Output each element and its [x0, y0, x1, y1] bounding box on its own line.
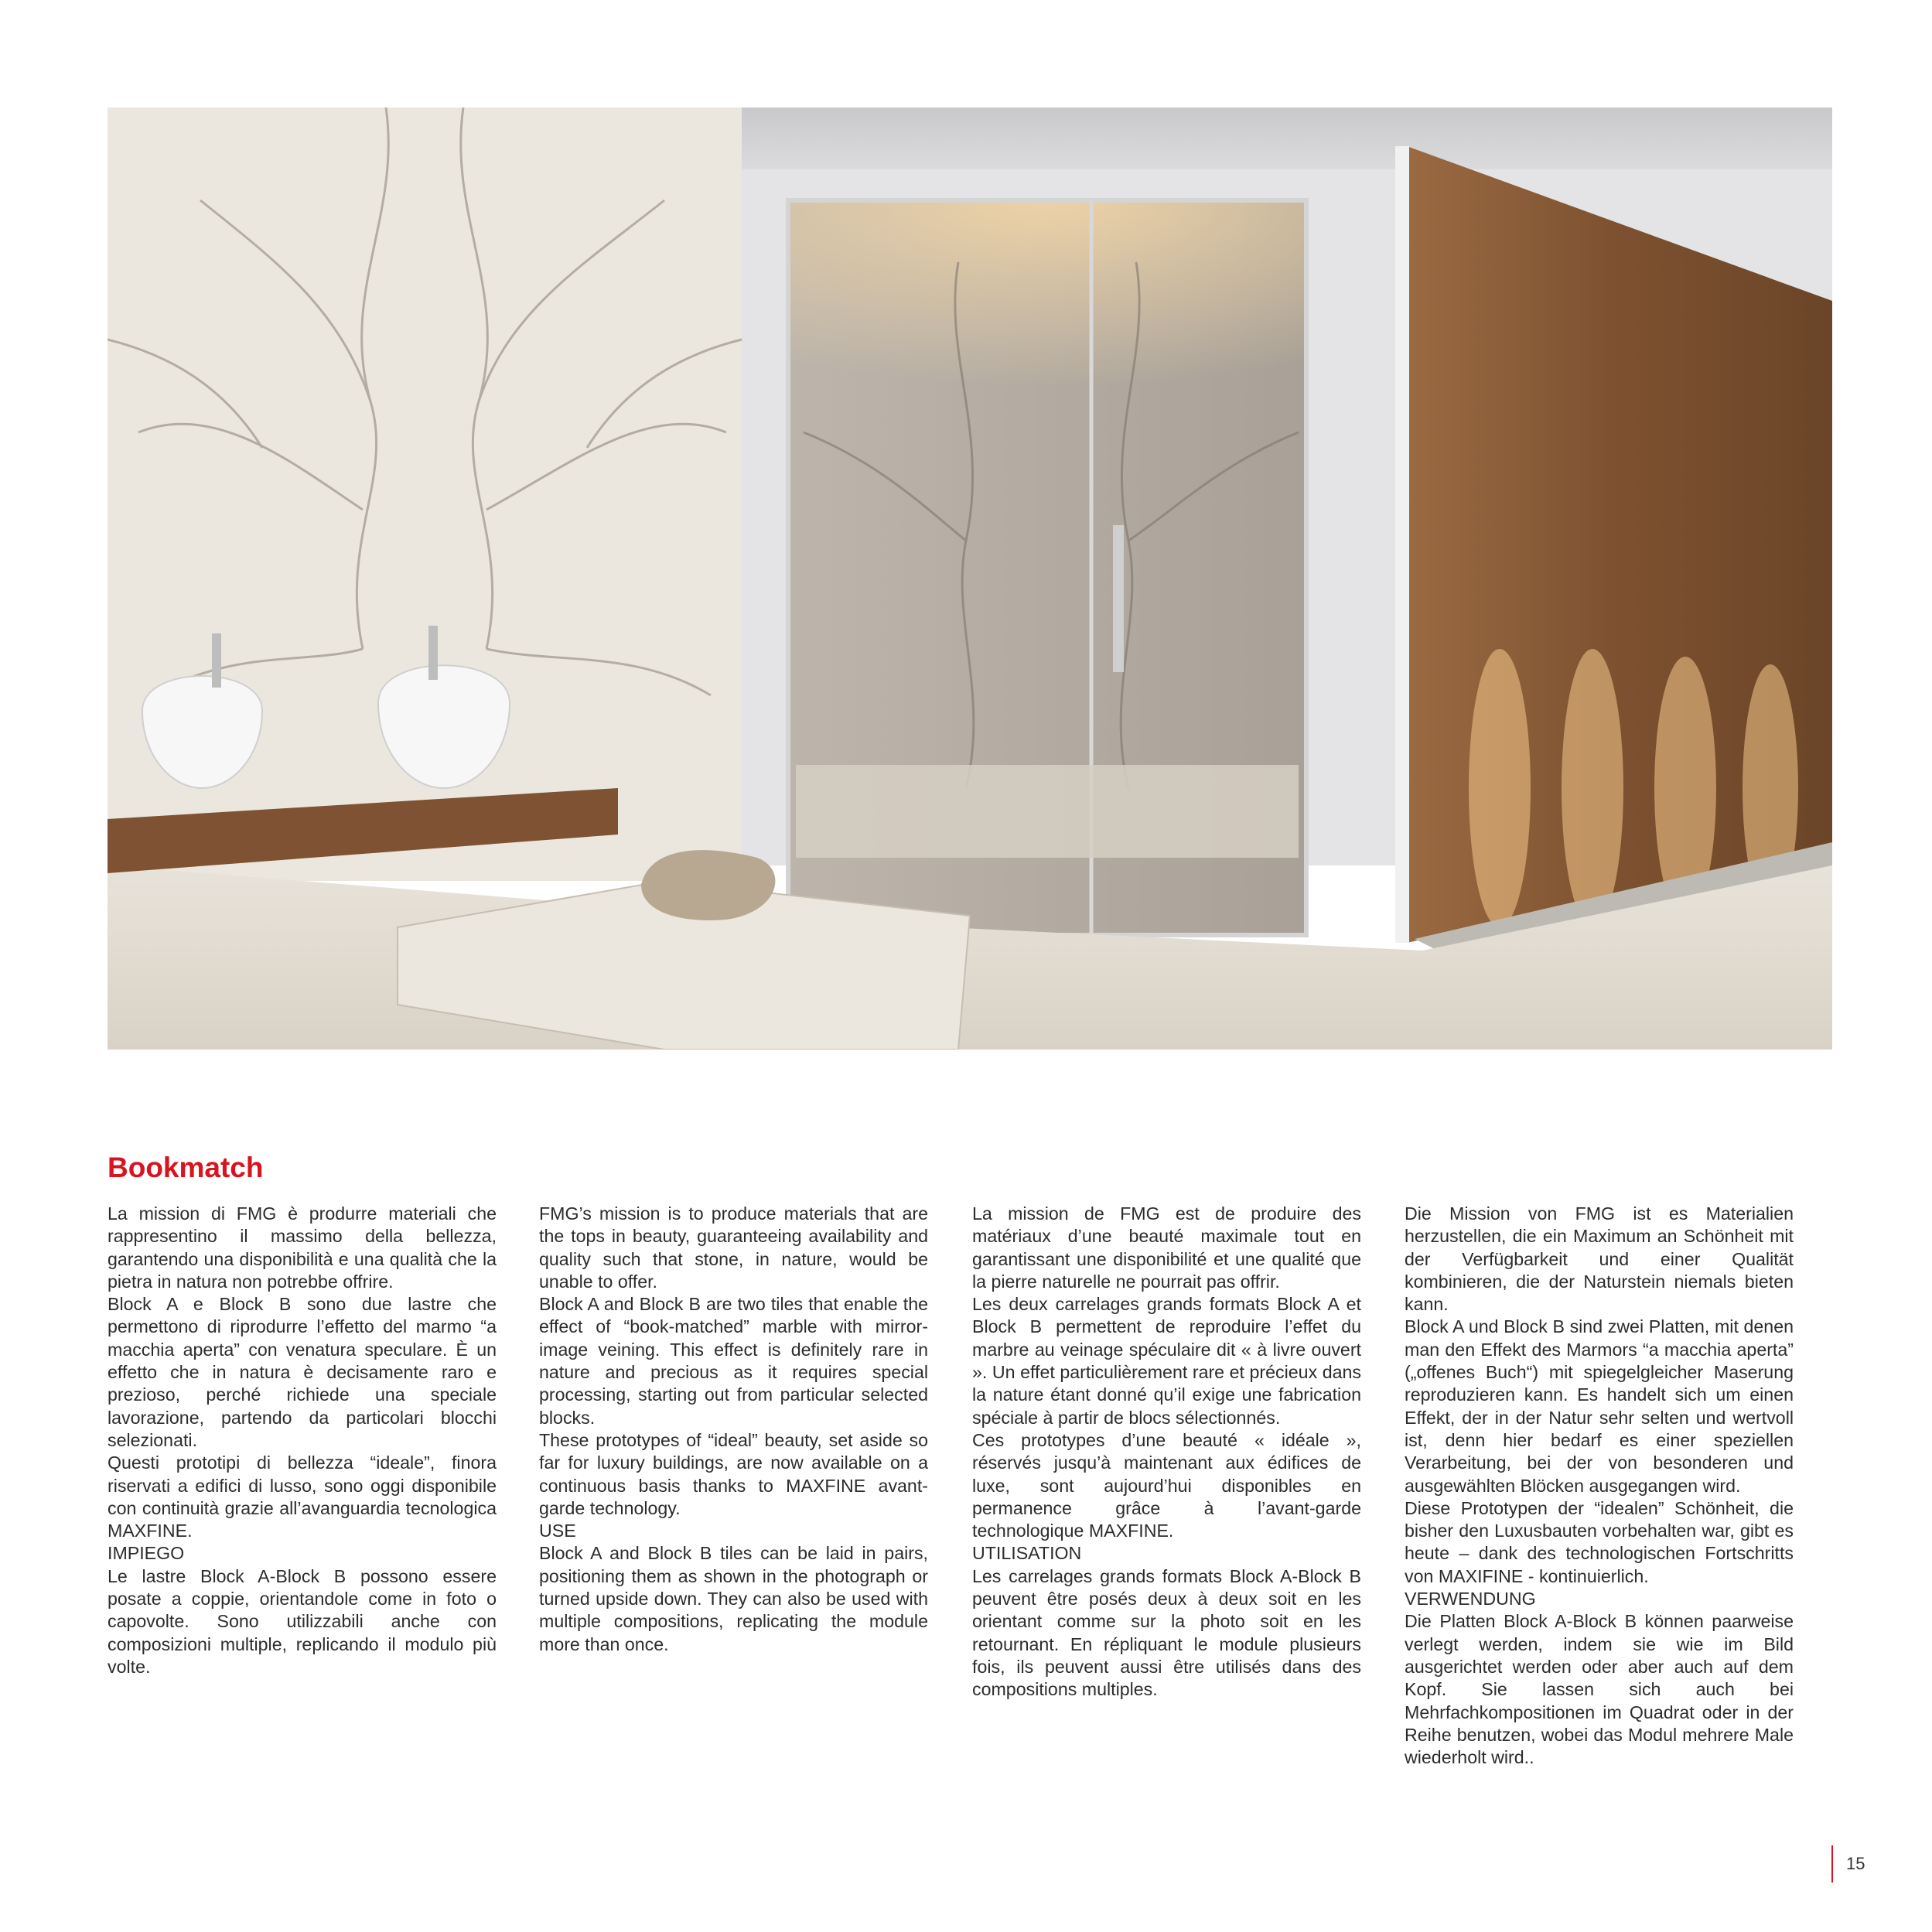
shower-bench — [796, 765, 1299, 858]
bathroom-illustration — [108, 108, 1832, 1050]
paragraph: Die Platten Block A-Block B können paarweise verlegt werden, indem sie wie im Bild ausgerichtet werden oder aber auch auf dem Kopf. Sie lassen sich auch bei Mehrfachkompositionen im Quadrat oder in der Reihe benutzen, wobei das Modul mehrere Male wiederholt wird.. — [1405, 1611, 1794, 1768]
column-french — [972, 1203, 1361, 1702]
page-number: 15 — [1846, 1854, 1865, 1873]
faucet-right — [428, 626, 438, 680]
shower-handle — [1113, 525, 1124, 672]
folded-towel — [641, 850, 775, 920]
section-heading: IMPIEGO — [108, 1543, 185, 1564]
paragraph: Les carrelages grands formats Block A-Block B peuvent être posés deux à deux soit en les orientant comme sur la photo soit en les retournant. En répliquant le module plusieurs fois, ils peuvent aussi être utilisés dans des compositions multiples. — [972, 1565, 1361, 1700]
paragraph: Block A and Block B tiles can be laid in pairs, positioning them as shown in the photograph or turned upside down. They can also be used with multiple compositions, replicating the module more than once. — [539, 1543, 928, 1654]
column-italian — [108, 1203, 497, 1678]
section-heading: USE — [539, 1521, 576, 1541]
faucet-left — [212, 633, 221, 688]
shower-light — [788, 200, 1306, 386]
section-title: Bookmatch — [108, 1152, 264, 1183]
paragraph: Le lastre Block A-Block B possono essere posate a coppie, orientandole come in foto o capovolte. Sono utilizzabili anche con composizioni multiple, replicando il modulo più volte. — [108, 1565, 497, 1677]
section-heading: VERWENDUNG — [1405, 1589, 1536, 1609]
paragraph: Block A und Block B sind zwei Platten, mit denen man den Effekt des Marmors “a macchia aperta” („offenes Buch“) mit spiegelgleicher Maserung reproduzieren kann. Es handelt sich um einen Effekt, der in der Natur sehr selten und wertvoll ist, denn hier bedarf es einer speziellen Verarbeitung, bei der von besonderen und ausgewählten Blöcken ausgegangen wird. — [1405, 1316, 1794, 1496]
paragraph: Block A e Block B sono due lastre che permettono di riprodurre l’effetto del marmo “a macchia aperta” con venatura speculare. È un effetto che in natura è decisamente raro e prezioso, perché richiede una speciale lavorazione, partendo da particolari blocchi selezionati. — [108, 1294, 497, 1450]
paragraph: FMG’s mission is to produce materials that are the tops in beauty, guaranteeing availability and quality such that stone, in nature, would be unable to offer. — [539, 1203, 928, 1292]
paragraph: La mission de FMG est de produire des matériaux d’une beauté maximale tout en garantissant une disponibilité et une qualité que la pierre naturelle ne pourrait pas offrir. — [972, 1203, 1361, 1292]
paragraph: Block A and Block B are two tiles that enable the effect of “book-matched” marble with mirror-image veining. This effect is definitely rare in nature and precious as it requires special processing, starting out from particular selected blocks. — [539, 1294, 928, 1428]
paragraph: La mission di FMG è produrre materiali che rappresentino il massimo della bellezza, garantendo una disponibilità e una qualità che la pietra in natura non potrebbe offrire. — [108, 1203, 497, 1292]
paragraph: Diese Prototypen der “idealen” Schönheit, die bisher den Luxusbauten vorbehalten war, gibt es heute – dank des technologischen Fortschritts von MAXIFINE - kontinuierlich. — [1405, 1497, 1794, 1586]
hero-photo — [108, 108, 1832, 1050]
paragraph: Die Mission von FMG ist es Materialien herzustellen, die ein Maximum an Schönheit mit der Verfügbarkeit und einer Qualität kombinieren, die der Naturstein niemals bieten kann. — [1405, 1203, 1794, 1315]
column-german — [1405, 1203, 1794, 1769]
paragraph: Les deux carrelages grands formats Block A et Block B permettent de reproduire l’effet du marbre au veinage spéculaire dit « à livre ouvert ». Un effet particulièrement rare et précieux dans la nature étant donné qu’il exige une fabrication spéciale à partir de blocs sélectionnés. — [972, 1294, 1361, 1428]
page-number-divider — [1831, 1845, 1833, 1883]
section-heading: UTILISATION — [972, 1543, 1082, 1564]
wood-wall-edge — [1395, 146, 1409, 943]
paragraph: Ces prototypes d’une beauté « idéale », réservés jusqu’à maintenant aux édifices de luxe, sont aujourd’hui disponibles en permanence grâce à l’avant-garde technologique MAXFINE. — [972, 1429, 1361, 1541]
paragraph: These prototypes of “ideal” beauty, set aside so far for luxury buildings, are now available on a continuous basis thanks to MAXFINE avant-garde technology. — [539, 1429, 928, 1518]
paragraph: Questi prototipi di bellezza “ideale”, finora riservati a edifici di lusso, sono oggi disponibile con continuità grazie all’avanguardia tecnologica MAXFINE. — [108, 1452, 497, 1541]
column-english — [539, 1203, 928, 1656]
